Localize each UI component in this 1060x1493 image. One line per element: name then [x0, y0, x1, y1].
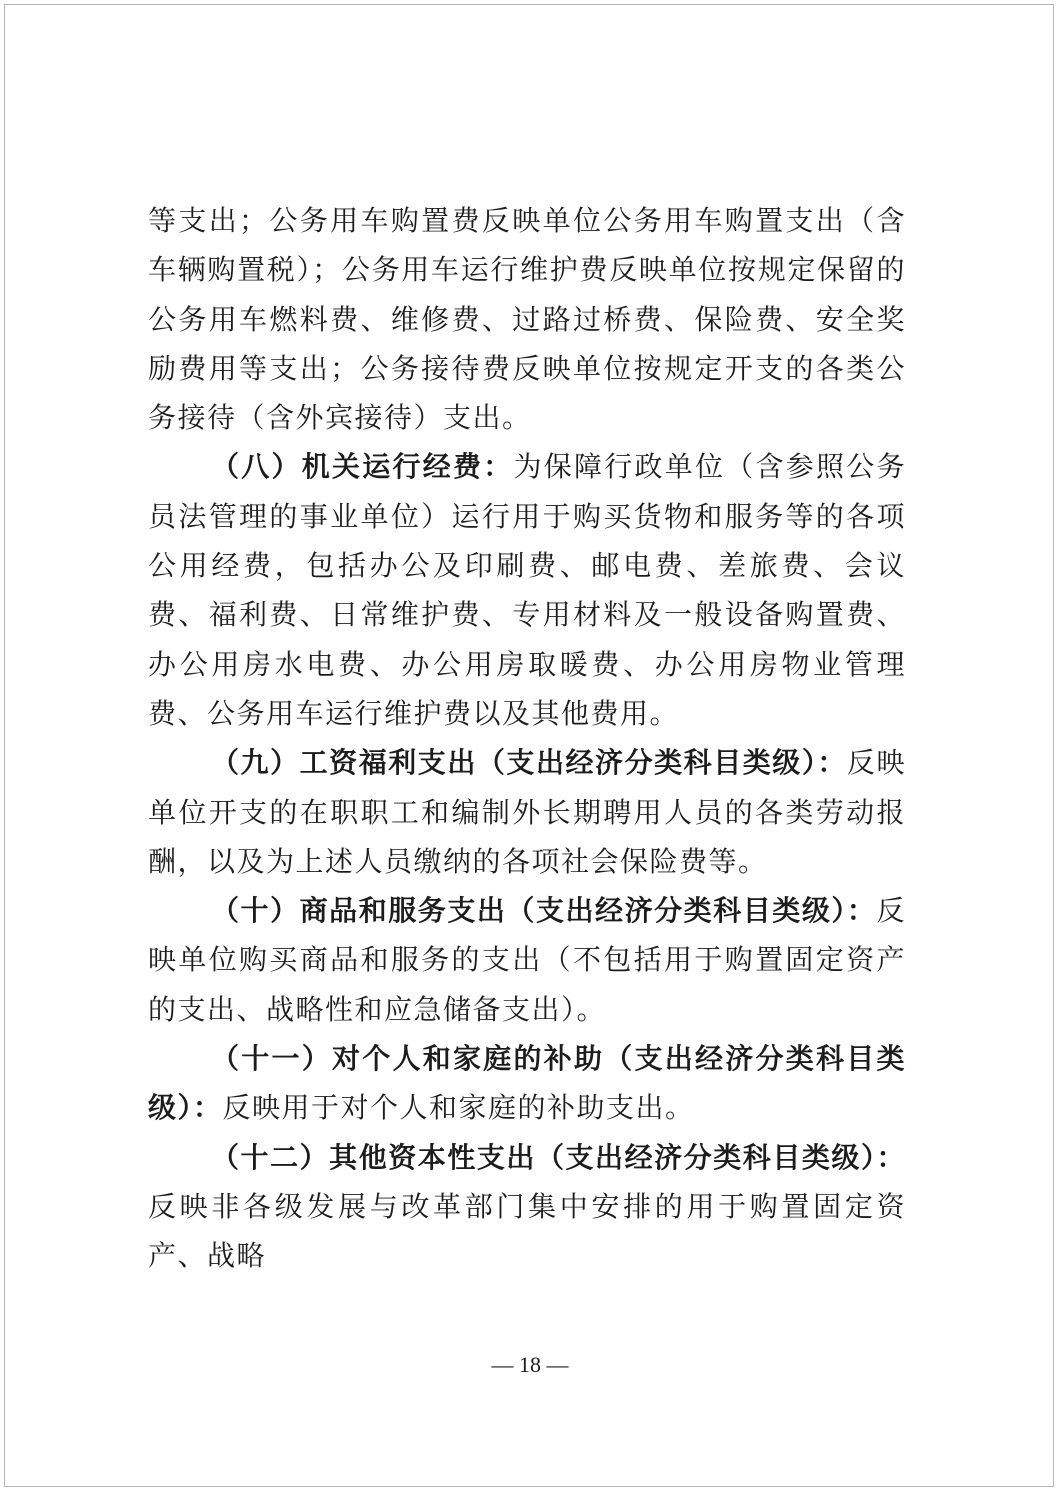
paragraph-section-8	[148, 442, 906, 738]
paragraph-section-11	[148, 1034, 906, 1133]
paragraph-text: 反映非各级发展与改革部门集中安排的用于购置固定资产、战略	[148, 1189, 906, 1273]
paragraph-section-9	[148, 738, 906, 886]
paragraph-text: 等支出；公务用车购置费反映单位公务用车购置支出（含车辆购置税）；公务用车运行维护费反映单位按规定保留的公务用车燃料费、维修费、过路过桥费、保险费、安全奖励费用等支出；公务接待费反映单位按规定开支的各类公务接待（含外宾接待）支出。	[148, 204, 906, 435]
section-heading: （十一）对个人和家庭的补助（支出经济分类科目类级）：	[148, 1042, 906, 1125]
paragraph-text: 反映用于对个人和家庭的补助支出。	[222, 1091, 695, 1125]
paragraph-text: 为保障行政单位（含参照公务员法管理的事业单位）运行用于购买货物和服务等的各项公用经费，包括办公及印刷费、邮电费、差旅费、会议费、福利费、日常维护费、专用材料及一般设备购置费、办公用房水电费、办公用房取暖费、办公用房物业管理费、公务用车运行维护费以及其他费用。	[148, 450, 906, 730]
section-heading: （八）机关运行经费：	[211, 450, 514, 484]
page-number: — 18 —	[491, 1352, 569, 1377]
section-heading: （十）商品和服务支出（支出经济分类科目类级）：	[211, 894, 877, 928]
paragraph-section-12	[148, 1133, 906, 1281]
paragraph-section-10	[148, 886, 906, 1034]
paragraph-continuation	[148, 196, 906, 442]
body-text	[148, 196, 906, 1281]
paragraph-text: 反映单位购买商品和服务的支出（不包括用于购置固定资产的支出、战略性和应急储备支出）。	[148, 894, 906, 1026]
section-heading: （十二）其他资本性支出（支出经济分类科目类级）：	[211, 1140, 906, 1174]
section-heading: （九）工资福利支出（支出经济分类科目类级）：	[211, 746, 847, 780]
paragraph-text: 反映单位开支的在职职工和编制外长期聘用人员的各类劳动报酬，以及为上述人员缴纳的各项社会保险费等。	[148, 746, 906, 878]
